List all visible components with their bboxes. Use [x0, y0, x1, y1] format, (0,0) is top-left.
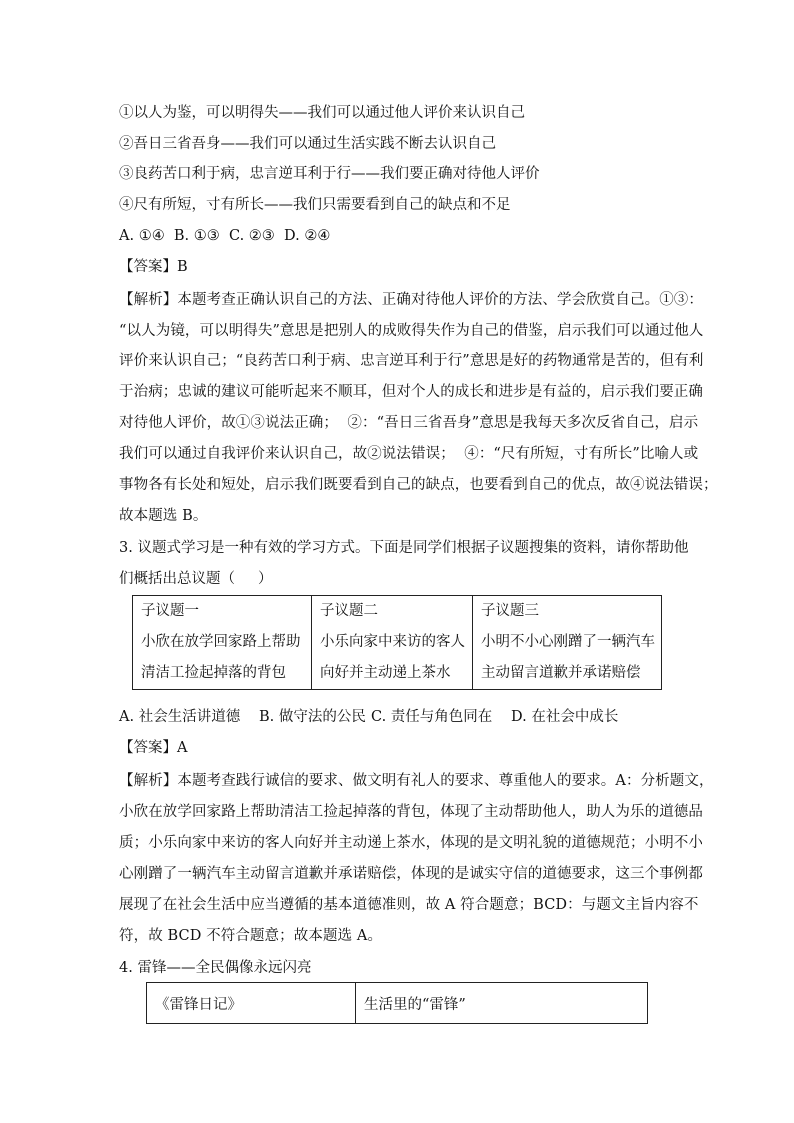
q2-answer: 【答案】B	[119, 259, 188, 275]
q3-analysis-1: 【解析】本题考查践行诚信的要求、做文明有礼人的要求、尊重他人的要求。A：分析题文，	[119, 773, 714, 789]
q4-table-cell-1: 《雷锋日记》	[147, 983, 356, 1024]
q3-answer: 【答案】A	[119, 740, 188, 756]
q3-table-cell-1-title: 子议题一	[141, 603, 199, 619]
q2-item-4: ④尺有所短，寸有所长——我们只需要看到自己的缺点和不足	[119, 197, 511, 213]
q3-table-cell-3-line-1: 小明不小心刚蹭了一辆汽车	[481, 634, 655, 650]
q2-analysis-2: “以人为镜，可以明得失”意思是把别人的成败得失作为自己的借鉴，启示我们可以通过他人	[119, 323, 704, 339]
q3-table-cell-3	[473, 596, 662, 690]
q2-analysis-1: 【解析】本题考查正确认识自己的方法、正确对待他人评价的方法、学会欣赏自己。①③：	[119, 292, 703, 308]
q2-analysis-5: 对待他人评价，故①③说法正确； ②：“吾日三省吾身”意思是我每天多次反省自己，启示	[119, 415, 699, 431]
q2-analysis-7: 事物各有长处和短处，启示我们既要看到自己的缺点，也要看到自己的优点，故④说法错误；	[119, 477, 718, 493]
q3-option-b: B. 做守法的公民	[259, 709, 366, 725]
q3-table-cell-1-line-1: 小欣在放学回家路上帮助	[141, 634, 301, 650]
q3-table-cell-2-title: 子议题二	[320, 603, 378, 619]
q3-analysis-5: 展现了在社会生活中应当遵循的基本道德准则，故 A 符合题意；BCD：与题文主旨内容不	[119, 897, 699, 913]
q4-stem: 4. 雷锋——全民偶像永远闪亮	[119, 960, 312, 976]
q3-table-cell-3-title: 子议题三	[481, 603, 539, 619]
q3-subtopic-table	[132, 595, 662, 690]
q3-table-cell-1	[133, 596, 312, 690]
q3-table-cell-3-line-2: 主动留言道歉并承诺赔偿	[481, 665, 641, 681]
q2-analysis-3: 评价来认识自己；“良药苦口利于病、忠言逆耳利于行”意思是好的药物通常是苦的，但有利	[119, 353, 704, 369]
q3-options	[119, 707, 618, 727]
q4-table	[146, 982, 648, 1024]
q3-analysis-3: 质；小乐向家中来访的客人向好并主动递上茶水，体现的是文明礼貌的道德规范；小明不小	[119, 835, 703, 851]
q3-analysis-2: 小欣在放学回家路上帮助清洁工捡起掉落的背包，体现了主动帮助他人，助人为乐的道德品	[119, 804, 703, 820]
q3-analysis-4: 心刚蹭了一辆汽车主动留言道歉并承诺赔偿，体现的是诚实守信的道德要求，这三个事例都	[119, 866, 703, 882]
q3-table-cell-2-line-1: 小乐向家中来访的客人	[320, 634, 465, 650]
q2-item-3: ③良药苦口利于病，忠言逆耳利于行——我们要正确对待他人评价	[119, 166, 540, 182]
q3-stem-2: 们概括出总议题（ ）	[119, 571, 273, 587]
q2-analysis-6: 我们可以通过自我评价来认识自己，故②说法错误； ④：“尺有所短，寸有所长”比喻人或	[119, 446, 699, 462]
q3-table-cell-2-line-2: 向好并主动递上茶水	[320, 665, 451, 681]
q2-item-1: ①以人为鉴，可以明得失——我们可以通过他人评价来认识自己	[119, 105, 525, 121]
q3-stem-1: 3. 议题式学习是一种有效的学习方式。下面是同学们根据子议题搜集的资料，请你帮助他	[119, 540, 689, 556]
q3-option-d: D. 在社会中成长	[511, 709, 619, 725]
q3-option-a: A. 社会生活讲道德	[119, 709, 241, 725]
q2-analysis-8: 故本题选 B。	[119, 508, 208, 524]
q3-analysis-6: 符，故 BCD 不符合题意；故本题选 A。	[119, 928, 383, 944]
q4-table-cell-2: 生活里的“雷锋”	[356, 983, 648, 1024]
q3-table-cell-1-line-2: 清洁工捡起掉落的背包	[141, 665, 286, 681]
q3-option-c: C. 责任与角色同在	[371, 709, 493, 725]
q2-options: A. ①④ B. ①③ C. ②③ D. ②④	[119, 228, 331, 244]
q2-analysis-4: 于治病；忠诚的建议可能听起来不顺耳，但对个人的成长和进步是有益的，启示我们要正确	[119, 384, 703, 400]
q3-table-cell-2	[312, 596, 473, 690]
q2-item-2: ②吾日三省吾身——我们可以通过生活实践不断去认识自己	[119, 136, 496, 152]
